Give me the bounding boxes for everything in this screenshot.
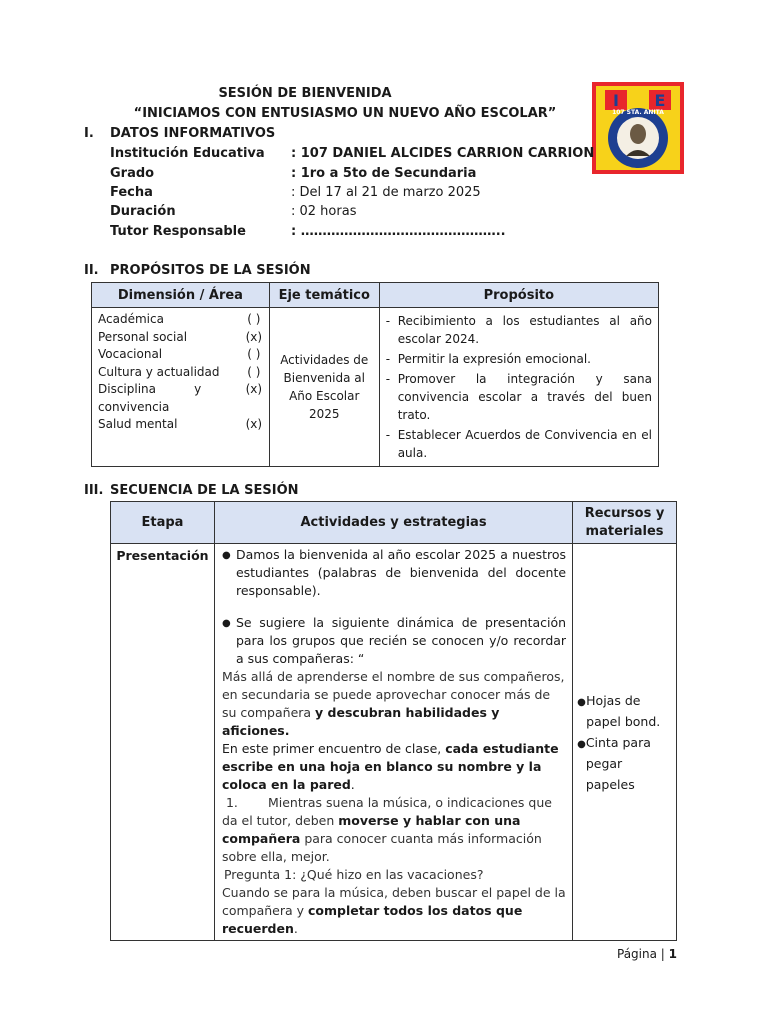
section-3-heading — [84, 483, 299, 498]
recurso-item: ● Hojas de papel bond. — [577, 692, 661, 729]
recurso-item: ● Cinta para pegar papeles — [577, 734, 651, 792]
page-label: Página — [617, 947, 657, 961]
info-value-grado: : 1ro a 5to de Secundaria — [291, 166, 477, 181]
info-value-fecha: : Del 17 al 21 de marzo 2025 — [291, 185, 481, 200]
activity-bullet-1: ● Damos la bienvenida al año escolar 2025 a nuestros estudiantes (palabras de bienvenida del docente responsable). — [221, 547, 567, 598]
info-label-duracion: Duración — [110, 204, 176, 219]
session-title: SESIÓN DE BIENVENIDA — [218, 86, 392, 101]
section-1-title: DATOS INFORMATIVOS — [110, 126, 276, 141]
eje-cell: Actividades de Bienvenida al Año Escolar 2025 — [269, 308, 379, 467]
logo-text: 107 STA. ANITA — [612, 109, 664, 116]
dimension-item: Personal social (x) — [98, 329, 263, 344]
proposito-item: - Permitir la expresión emocional. — [385, 352, 591, 366]
info-value-institucion: : 107 DANIEL ALCIDES CARRION CARRION — [291, 146, 595, 161]
school-logo — [592, 82, 684, 174]
sequence-table — [110, 501, 677, 941]
section-2-number: II. — [84, 263, 99, 278]
svg-text:E: E — [654, 91, 666, 110]
etapa-cell — [111, 544, 215, 941]
header-actividades: Actividades y estrategias — [214, 502, 572, 544]
dimension-item: Vocacional ( ) — [98, 347, 261, 361]
page-footer — [617, 947, 677, 961]
header-proposito: Propósito — [379, 283, 658, 308]
header-etapa: Etapa — [111, 502, 215, 544]
actividades-cell — [214, 544, 572, 941]
section-3-number: III. — [84, 483, 104, 498]
section-1-heading — [84, 126, 275, 141]
paragraph-1: Más allá de aprenderse el nombre de sus compañeros, en secundaria se puede aprovechar conocer más de su compañera y descubran habilidades y aficiones. — [221, 669, 565, 738]
dimension-item: Cultura y actualidad ( ) — [98, 364, 261, 379]
header-recursos: Recursos y materiales — [573, 502, 677, 544]
paragraph-4: Pregunta 1: ¿Qué hizo en las vacaciones? — [223, 867, 484, 882]
dimension-cell — [92, 308, 270, 467]
paragraph-3: 1. Mientras suena la música, o indicaciones que da el tutor, deben moverse y hablar con una compañera para conocer cuanta más información sobre ella, mejor. — [221, 795, 552, 864]
header-eje: Eje temático — [269, 283, 379, 308]
page-separator: | — [660, 947, 665, 961]
dimension-item: convivencia — [98, 399, 170, 414]
proposito-cell — [379, 308, 658, 467]
page-number: 1 — [668, 947, 678, 961]
dimension-item: Salud mental (x) — [98, 417, 263, 431]
section-3-title: SECUENCIA DE LA SESIÓN — [110, 483, 299, 498]
recursos-cell — [573, 544, 677, 941]
info-label-grado: Grado — [110, 166, 155, 181]
info-label-institucion: Institución Educativa — [110, 146, 265, 161]
etapa-label: Presentación — [116, 548, 209, 563]
info-label-tutor: Tutor Responsable — [110, 224, 246, 239]
activity-bullet-2: ● Se sugiere la siguiente dinámica de presentación para los grupos que recién se conocen y/o recordar a sus compañeras: “ — [221, 615, 567, 666]
dimension-item: Académica ( ) — [98, 312, 261, 326]
proposito-item: - Recibimiento a los estudiantes al año escolar 2024. — [385, 314, 652, 346]
info-value-duracion: : 02 horas — [291, 204, 357, 219]
purposes-table — [91, 282, 659, 467]
paragraph-2: En este primer encuentro de clase, cada estudiante escribe en una hoja en blanco su nombre y la coloca en la pared. — [221, 741, 559, 792]
svg-text:I: I — [613, 91, 619, 110]
proposito-item: - Promover la integración y sana convivencia escolar a través del buen trato. — [385, 372, 652, 422]
proposito-item: - Establecer Acuerdos de Convivencia en el aula. — [385, 428, 652, 460]
info-label-fecha: Fecha — [110, 185, 153, 200]
paragraph-5: Cuando se para la música, deben buscar el papel de la compañera y completar todos los datos que recuerden. — [221, 885, 566, 936]
session-subtitle: “INICIAMOS CON ENTUSIASMO UN NUEVO AÑO ESCOLAR” — [133, 106, 557, 121]
section-2-heading — [84, 263, 311, 278]
info-value-tutor: : ……………………………………….. — [291, 224, 506, 239]
header-dimension: Dimensión / Área — [92, 283, 270, 308]
section-2-title: PROPÓSITOS DE LA SESIÓN — [110, 263, 311, 278]
section-1-number: I. — [84, 126, 94, 141]
dimension-item: Disciplina y (x) — [98, 382, 263, 396]
